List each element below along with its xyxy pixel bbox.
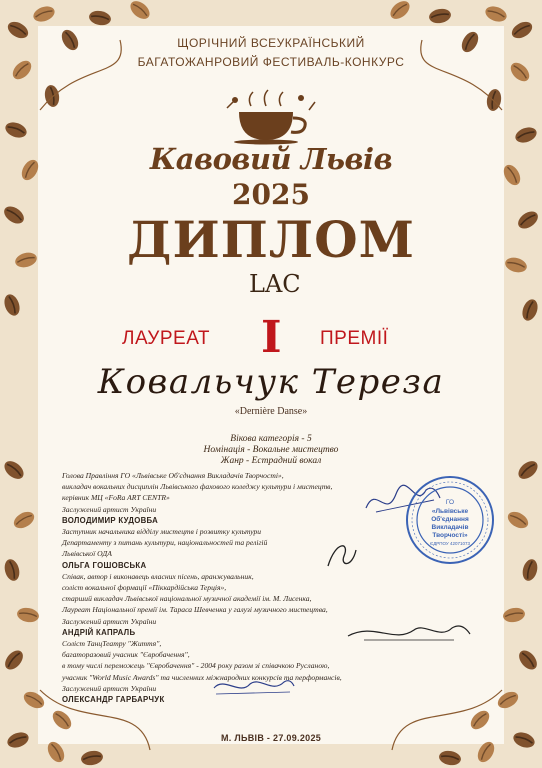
participant-name: Ковальчук Тереза [97,362,445,402]
genre: Жанр - Естрадний вокал [220,456,322,466]
jury-desc-line: Заступник начальника відділу мистецтв і розвитку культури [62,527,262,537]
jury-desc-line: Департаменту з питань культури, національностей та релігій [62,538,268,548]
award-rank: I [261,312,282,363]
stamp-line: Об'єднання [431,516,469,523]
footer-place-date: М. ЛЬВІВ - 27.09.2025 [220,733,322,743]
jury-desc-line: Голова Правління ГО «Львівське Об'єднання Викладачів Творчості», [62,471,284,480]
jury-member-name: ВОЛОДИМИР КУДОВБА [62,515,159,525]
document-title: ДИПЛОМ [126,210,416,269]
lac-logo-text: LAC [249,270,301,298]
stamp-code: ЄДРПОУ 42071073 [429,541,471,546]
jury-desc-line: Заслужений артист України [62,616,157,626]
signature-kapral [344,614,474,648]
jury-desc-line: Заслужений артист України [62,683,157,693]
award-line [0,312,542,362]
jury-desc-line: викладач вокальних дисциплін Львівського фахового коледжу культури і мистецтв, [62,482,333,492]
song-title: «Dernière Danse» [234,406,308,417]
age-category: Вікова категорія - 5 [230,434,312,444]
stamp-line: ГО [445,499,455,506]
jury-desc-line: багаторазовий учасник "Євробачення", [62,650,190,660]
jury-desc-line: Соліст ТанцТеатру "Життя", [62,639,162,649]
lac-logo [247,268,301,298]
jury-desc-line: Заслужений артист України [62,504,157,514]
jury-member-name: ОЛЬГА ГОШОВСЬКА [62,560,147,570]
festival-subtitle [0,34,542,72]
coffee-cup-logo-icon [221,88,321,144]
jury-desc-line: старший викладач Львівської національної музичної академії ім. М. Лисенка, [62,594,312,604]
festival-brand-name: Кавовий Львів [149,142,393,176]
organization-stamp [404,474,496,566]
stamp-line: Викладачів [431,524,469,531]
jury-desc-line: в тому числі переможець "Євробачення" - 2004 року разом зі співачкою Русланою, [62,661,330,671]
participant-details [0,434,542,467]
jury-desc-line: керівник МЦ «FoRa ART CENTR» [62,493,170,503]
stamp-line: «Львівське [431,508,469,515]
jury-member-name: ОЛЕКСАНДР ГАРБАРЧУК [62,695,165,705]
stamp-line: Творчості» [432,532,468,539]
nomination: Номінація - Вокальне мистецтво [203,445,339,455]
festival-line-1: ЩОРІЧНИЙ ВСЕУКРАЇНСЬКИЙ [177,36,365,50]
jury-desc-line: Львівської ОДА [62,549,112,559]
jury-desc-line: соліст вокальної формації «Піккардійська Терція», [62,583,227,593]
jury-member-name: АНДРІЙ КАПРАЛЬ [62,627,136,637]
award-left-word: ЛАУРЕАТ [122,328,211,349]
festival-year: 2025 [232,178,310,211]
signature-garbarchuk [210,674,296,700]
festival-line-2: БАГАТОЖАНРОВИЙ ФЕСТИВАЛЬ-КОНКУРС [137,55,405,69]
award-right-word: ПРЕМІЇ [320,328,389,349]
jury-desc-line: Лауреат Національної премії ім. Тараса Шевченка у галузі музичного мистецтва, [62,605,328,615]
jury-desc-line: учасник "World Music Awards" та численних міжнародних конкурсів та перформансів, [62,672,342,682]
signature-goshovska [322,536,362,576]
jury-desc-line: Співак, автор і виконавець власних пісень, аранжувальник, [62,571,254,581]
